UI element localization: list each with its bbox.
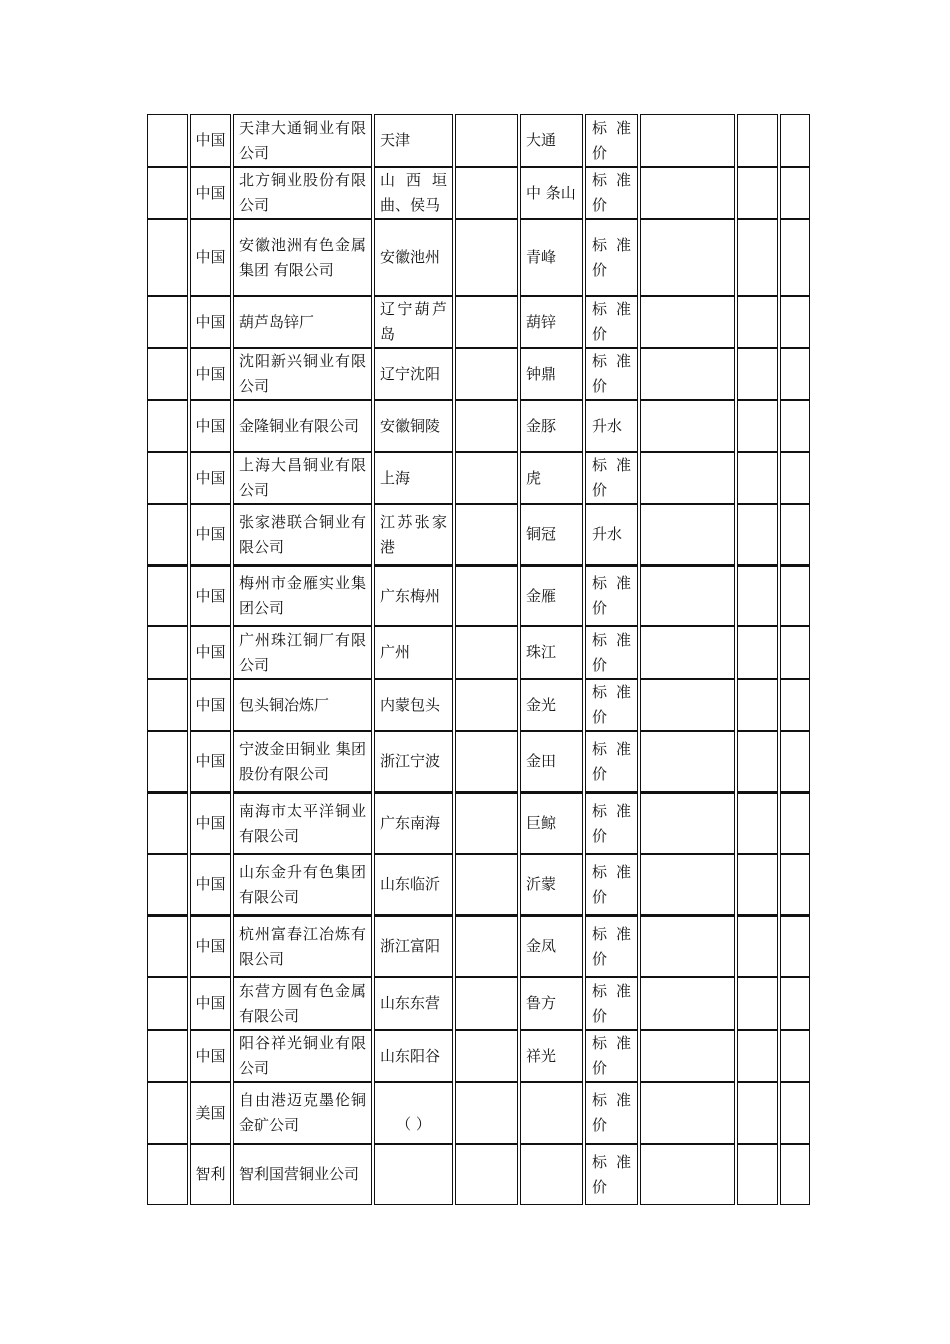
index-cell [147, 793, 188, 854]
blank-cell [780, 1082, 810, 1144]
blank-cell [737, 1030, 778, 1082]
blank-cell [640, 977, 735, 1030]
brand-cell: 沂蒙 [520, 854, 583, 916]
blank-cell [780, 854, 810, 916]
blank-cell [640, 679, 735, 731]
blank-cell [737, 626, 778, 679]
blank-cell [780, 1030, 810, 1082]
brand-cell: 珠江 [520, 626, 583, 679]
blank-cell [455, 348, 518, 400]
blank-cell [737, 731, 778, 793]
company-cell: 宁波金田铜业 集团 股份有限公司 [233, 731, 372, 793]
brand-cell: 青峰 [520, 219, 583, 296]
blank-cell [780, 977, 810, 1030]
blank-cell [455, 1144, 518, 1205]
location-cell: 上海 [374, 452, 453, 504]
company-cell: 天津大通铜业有限公司 [233, 114, 372, 167]
company-cell: 东营方圆有色金属有限公司 [233, 977, 372, 1030]
company-cell: 自由港迈克墨伦铜金矿公司 [233, 1082, 372, 1144]
table-row [147, 114, 810, 167]
country-cell: 中国 [190, 977, 231, 1030]
price-cell: 标准价 [585, 626, 638, 679]
brand-cell: 金田 [520, 731, 583, 793]
company-cell: 梅州市金雁实业集团公司 [233, 566, 372, 626]
blank-cell [455, 296, 518, 348]
blank-cell [640, 854, 735, 916]
table-row [147, 1030, 810, 1082]
index-cell [147, 679, 188, 731]
country-cell: 中国 [190, 452, 231, 504]
blank-cell [455, 854, 518, 916]
index-cell [147, 452, 188, 504]
price-cell: 标准价 [585, 1030, 638, 1082]
table-row [147, 679, 810, 731]
brand-cell: 中 条山 [520, 167, 583, 219]
country-cell: 中国 [190, 679, 231, 731]
blank-cell [737, 296, 778, 348]
blank-cell [455, 793, 518, 854]
blank-cell [455, 114, 518, 167]
price-cell: 标准价 [585, 731, 638, 793]
blank-cell [640, 452, 735, 504]
blank-cell [780, 731, 810, 793]
table-row [147, 731, 810, 793]
blank-cell [737, 793, 778, 854]
price-cell: 标准价 [585, 1082, 638, 1144]
blank-cell [780, 167, 810, 219]
blank-cell [455, 400, 518, 452]
brand-cell: 金光 [520, 679, 583, 731]
blank-cell [780, 400, 810, 452]
index-cell [147, 626, 188, 679]
blank-cell [737, 679, 778, 731]
location-cell: 山东东营 [374, 977, 453, 1030]
blank-cell [455, 679, 518, 731]
blank-cell [455, 566, 518, 626]
blank-cell [780, 566, 810, 626]
company-cell: 葫芦岛锌厂 [233, 296, 372, 348]
blank-cell [780, 679, 810, 731]
index-cell [147, 400, 188, 452]
blank-cell [455, 977, 518, 1030]
company-cell: 广州珠江铜厂有限公司 [233, 626, 372, 679]
location-cell: 山西垣曲、侯马 [374, 167, 453, 219]
location-cell [374, 1144, 453, 1205]
table-body [147, 114, 810, 1205]
blank-cell [455, 167, 518, 219]
blank-cell [640, 504, 735, 566]
company-cell: 智利国营铜业公司 [233, 1144, 372, 1205]
table-row [147, 219, 810, 296]
location-cell: 江苏张家港 [374, 504, 453, 566]
brand-cell [520, 1082, 583, 1144]
blank-cell [640, 916, 735, 977]
location-cell: 广东南海 [374, 793, 453, 854]
blank-cell [780, 348, 810, 400]
brand-cell: 鲁方 [520, 977, 583, 1030]
company-cell: 包头铜冶炼厂 [233, 679, 372, 731]
brand-cell: 金凤 [520, 916, 583, 977]
blank-cell [455, 1082, 518, 1144]
location-cell: 辽宁葫芦岛 [374, 296, 453, 348]
index-cell [147, 916, 188, 977]
price-cell: 标准价 [585, 679, 638, 731]
company-cell: 张家港联合铜业有限公司 [233, 504, 372, 566]
country-cell: 中国 [190, 731, 231, 793]
blank-cell [640, 731, 735, 793]
table-row [147, 348, 810, 400]
index-cell [147, 167, 188, 219]
location-cell: 山东临沂 [374, 854, 453, 916]
location-cell: 山东阳谷 [374, 1030, 453, 1082]
company-cell: 南海市太平洋铜业有限公司 [233, 793, 372, 854]
price-cell: 标准价 [585, 977, 638, 1030]
blank-cell [455, 219, 518, 296]
blank-cell [640, 1030, 735, 1082]
index-cell [147, 219, 188, 296]
country-cell: 中国 [190, 348, 231, 400]
price-cell: 标准价 [585, 167, 638, 219]
table-row [147, 566, 810, 626]
blank-cell [737, 114, 778, 167]
country-cell: 中国 [190, 854, 231, 916]
blank-cell [455, 916, 518, 977]
price-cell: 标准价 [585, 793, 638, 854]
price-cell: 标准价 [585, 114, 638, 167]
blank-cell [780, 916, 810, 977]
location-cell: 广州 [374, 626, 453, 679]
table-row [147, 977, 810, 1030]
blank-cell [780, 114, 810, 167]
brand-table [145, 114, 812, 1205]
blank-cell [780, 452, 810, 504]
price-cell: 标准价 [585, 566, 638, 626]
table-row [147, 400, 810, 452]
blank-cell [640, 167, 735, 219]
brand-cell: 金豚 [520, 400, 583, 452]
index-cell [147, 566, 188, 626]
index-cell [147, 1030, 188, 1082]
index-cell [147, 854, 188, 916]
blank-cell [640, 114, 735, 167]
blank-cell [737, 348, 778, 400]
price-cell: 标准价 [585, 452, 638, 504]
location-cell: （ ） [374, 1082, 453, 1144]
table-row [147, 296, 810, 348]
price-cell: 标准价 [585, 916, 638, 977]
index-cell [147, 296, 188, 348]
location-cell: 安徽池州 [374, 219, 453, 296]
brand-cell: 铜冠 [520, 504, 583, 566]
location-cell: 浙江富阳 [374, 916, 453, 977]
table-row [147, 793, 810, 854]
blank-cell [737, 854, 778, 916]
country-cell: 中国 [190, 296, 231, 348]
blank-cell [737, 1082, 778, 1144]
price-cell: 升水 [585, 400, 638, 452]
registered-brands-table [145, 114, 808, 1205]
index-cell [147, 504, 188, 566]
index-cell [147, 348, 188, 400]
country-cell: 美国 [190, 1082, 231, 1144]
blank-cell [640, 348, 735, 400]
blank-cell [640, 566, 735, 626]
blank-cell [737, 504, 778, 566]
table-row [147, 854, 810, 916]
country-cell: 中国 [190, 114, 231, 167]
company-cell: 上海大昌铜业有限公司 [233, 452, 372, 504]
country-cell: 中国 [190, 626, 231, 679]
company-cell: 安徽池洲有色金属 集团 有限公司 [233, 219, 372, 296]
company-cell: 金隆铜业有限公司 [233, 400, 372, 452]
table-row [147, 167, 810, 219]
location-cell: 浙江宁波 [374, 731, 453, 793]
table-row [147, 504, 810, 566]
blank-cell [780, 296, 810, 348]
table-row [147, 1082, 810, 1144]
index-cell [147, 114, 188, 167]
company-cell: 山东金升有色集团有限公司 [233, 854, 372, 916]
country-cell: 中国 [190, 219, 231, 296]
index-cell [147, 1144, 188, 1205]
blank-cell [640, 400, 735, 452]
blank-cell [737, 977, 778, 1030]
country-cell: 中国 [190, 400, 231, 452]
blank-cell [737, 167, 778, 219]
blank-cell [737, 566, 778, 626]
brand-cell: 祥光 [520, 1030, 583, 1082]
country-cell: 中国 [190, 793, 231, 854]
location-cell: 内蒙包头 [374, 679, 453, 731]
blank-cell [780, 793, 810, 854]
brand-cell: 钟鼎 [520, 348, 583, 400]
blank-cell [640, 793, 735, 854]
blank-cell [640, 219, 735, 296]
blank-cell [737, 219, 778, 296]
table-row [147, 626, 810, 679]
country-cell: 智利 [190, 1144, 231, 1205]
blank-cell [455, 731, 518, 793]
blank-cell [640, 1144, 735, 1205]
table-row [147, 452, 810, 504]
blank-cell [780, 626, 810, 679]
country-cell: 中国 [190, 167, 231, 219]
brand-cell: 大通 [520, 114, 583, 167]
index-cell [147, 977, 188, 1030]
price-cell: 升水 [585, 504, 638, 566]
price-cell: 标准价 [585, 348, 638, 400]
blank-cell [455, 452, 518, 504]
country-cell: 中国 [190, 566, 231, 626]
company-cell: 阳谷祥光铜业有限公司 [233, 1030, 372, 1082]
blank-cell [780, 1144, 810, 1205]
blank-cell [780, 504, 810, 566]
company-cell: 沈阳新兴铜业有限公司 [233, 348, 372, 400]
brand-cell: 葫锌 [520, 296, 583, 348]
location-cell: 安徽铜陵 [374, 400, 453, 452]
blank-cell [455, 626, 518, 679]
table-row [147, 916, 810, 977]
blank-cell [640, 626, 735, 679]
brand-cell [520, 1144, 583, 1205]
location-cell: 辽宁沈阳 [374, 348, 453, 400]
country-cell: 中国 [190, 916, 231, 977]
blank-cell [455, 1030, 518, 1082]
blank-cell [737, 452, 778, 504]
price-cell: 标准价 [585, 219, 638, 296]
brand-cell: 巨鲸 [520, 793, 583, 854]
blank-cell [455, 504, 518, 566]
location-cell: 天津 [374, 114, 453, 167]
price-cell: 标准价 [585, 854, 638, 916]
country-cell: 中国 [190, 504, 231, 566]
index-cell [147, 731, 188, 793]
index-cell [147, 1082, 188, 1144]
blank-cell [737, 400, 778, 452]
company-cell: 杭州富春江冶炼有限公司 [233, 916, 372, 977]
table-row [147, 1144, 810, 1205]
brand-cell: 金雁 [520, 566, 583, 626]
brand-cell: 虎 [520, 452, 583, 504]
company-cell: 北方铜业股份有限公司 [233, 167, 372, 219]
location-cell: 广东梅州 [374, 566, 453, 626]
blank-cell [640, 296, 735, 348]
country-cell: 中国 [190, 1030, 231, 1082]
price-cell: 标准价 [585, 296, 638, 348]
blank-cell [737, 916, 778, 977]
price-cell: 标准价 [585, 1144, 638, 1205]
blank-cell [737, 1144, 778, 1205]
blank-cell [780, 219, 810, 296]
blank-cell [640, 1082, 735, 1144]
